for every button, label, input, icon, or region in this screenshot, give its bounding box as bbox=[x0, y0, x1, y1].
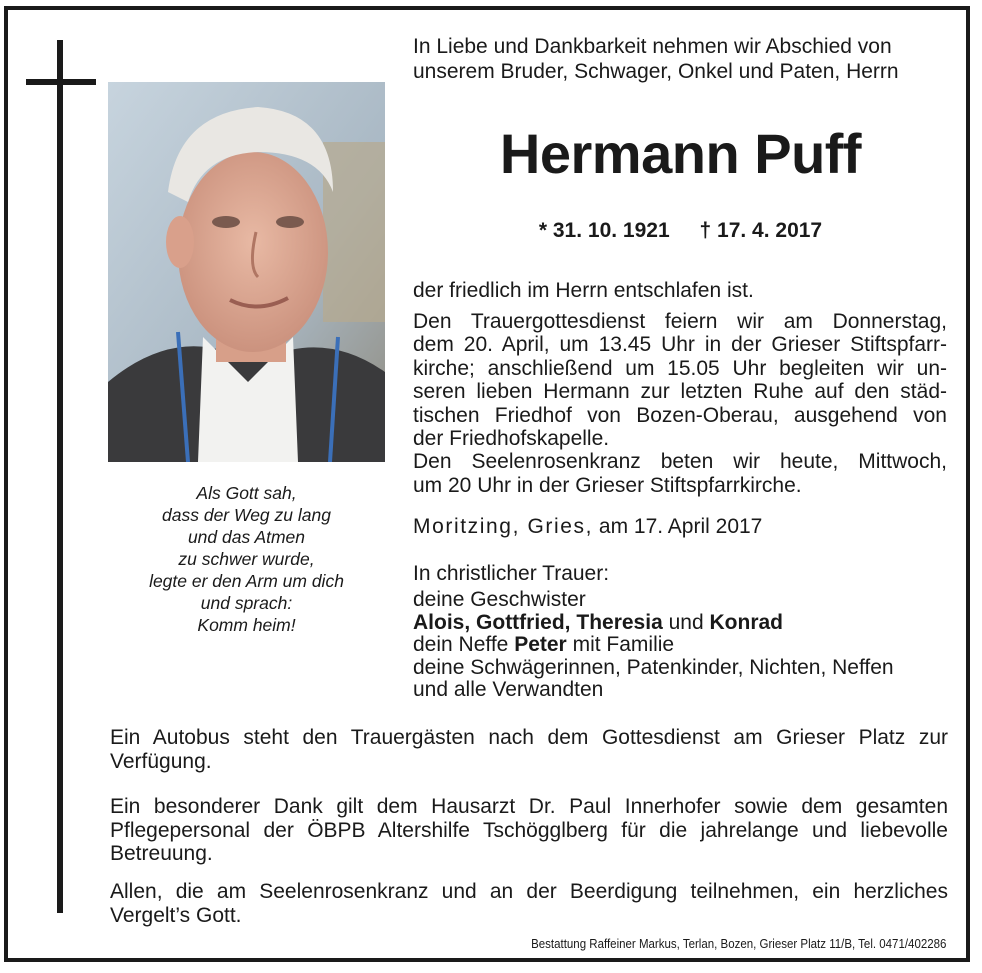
family-list bbox=[413, 589, 953, 702]
poem-line: und sprach: bbox=[200, 593, 293, 613]
service-line: seren lieben Hermann zur letzten Ruhe auf den städ- bbox=[413, 380, 947, 404]
poem-line: Komm heim! bbox=[197, 615, 296, 635]
poem-line: dass der Weg zu lang bbox=[162, 505, 331, 525]
nephew-prefix: dein Neffe bbox=[413, 633, 509, 657]
life-dates bbox=[413, 217, 948, 245]
bus-notice-line: Verfügung. bbox=[110, 749, 212, 773]
thanks-notice-line: Betreuung. bbox=[110, 842, 213, 866]
death-date: † 17. 4. 2017 bbox=[699, 219, 823, 242]
poem-line: und das Atmen bbox=[187, 527, 306, 547]
conjunction: und bbox=[668, 610, 704, 634]
nephew-suffix: mit Familie bbox=[572, 633, 675, 657]
thanks-notice bbox=[110, 795, 948, 866]
closing-notice-line: Allen, die am Seelenrosenkranz und an der Beerdigung teilnehmen, ein herzliches bbox=[110, 880, 948, 903]
sibling-name: Gottfried, bbox=[476, 610, 571, 634]
service-line: Den Seelenrosenkranz beten wir heute, Mittwoch, bbox=[413, 450, 947, 474]
sibling-name: Konrad bbox=[709, 610, 783, 634]
nephew-line bbox=[413, 634, 953, 657]
thanks-notice-line: Pflegepersonal der ÖBPB Altershilfe Tschögglberg für die jahrelange und liebevolle bbox=[110, 818, 948, 842]
inlaws-line: deine Schwägerinnen, Patenkinder, Nichten, Neffen bbox=[413, 655, 894, 679]
service-announcement bbox=[413, 310, 947, 497]
service-line: der Friedhofskapelle. bbox=[413, 427, 610, 451]
intro-text bbox=[413, 34, 953, 84]
birth-date: * 31. 10. 1921 bbox=[538, 219, 670, 242]
place-location: Moritzing, Gries, bbox=[413, 515, 594, 538]
service-line: tischen Friedhof von Bozen-Oberau, ausgehend von bbox=[413, 403, 947, 427]
place-date-text: am 17. April 2017 bbox=[598, 515, 763, 538]
poem-line: Als Gott sah, bbox=[196, 483, 297, 503]
intro-line: In Liebe und Dankbarkeit nehmen wir Abschied von bbox=[413, 35, 892, 58]
thanks-notice-line: Ein besonderer Dank gilt dem Hausarzt Dr. Paul Innerhofer sowie dem gesamten bbox=[110, 795, 948, 818]
service-line: dem 20. April, um 13.45 Uhr in der Grieser Stiftspfarr- bbox=[413, 333, 947, 357]
death-line: der friedlich im Herrn entschlafen ist. bbox=[413, 279, 754, 302]
poem-line: zu schwer wurde, bbox=[178, 549, 315, 569]
undertaker-footer: Bestattung Raffeiner Markus, Terlan, Bozen, Grieser Platz 11/B, Tel. 0471/402286 bbox=[530, 937, 946, 951]
mourning-intro: In christlicher Trauer: bbox=[413, 562, 610, 585]
poem-line: legte er den Arm um dich bbox=[149, 571, 344, 591]
place-date bbox=[413, 514, 762, 539]
siblings-label: deine Geschwister bbox=[413, 588, 586, 611]
closing-notice-line: Vergelt’s Gott. bbox=[110, 903, 242, 927]
siblings-names bbox=[413, 612, 953, 635]
bus-notice bbox=[110, 726, 948, 773]
bus-notice-line: Ein Autobus steht den Trauergästen nach dem Gottesdienst am Grieser Platz zur bbox=[110, 726, 948, 749]
relatives-line: und alle Verwandten bbox=[413, 678, 604, 702]
deceased-name: Hermann Puff bbox=[499, 122, 862, 185]
service-line: kirche; anschließend um 15.05 Uhr begleiten wir un- bbox=[413, 356, 947, 380]
portrait-photo bbox=[108, 82, 385, 462]
poem bbox=[108, 482, 385, 636]
intro-line: unserem Bruder, Schwager, Onkel und Paten, Herrn bbox=[413, 60, 899, 83]
cross-icon-bar bbox=[26, 79, 96, 85]
closing-notice bbox=[110, 880, 948, 927]
nephew-name: Peter bbox=[514, 633, 567, 657]
sibling-name: Alois, bbox=[413, 610, 471, 634]
sibling-name: Theresia bbox=[576, 610, 663, 634]
cross-icon bbox=[57, 40, 63, 913]
service-line: Den Trauergottesdienst feiern wir am Donnerstag, bbox=[413, 310, 947, 333]
service-line: um 20 Uhr in der Grieser Stiftspfarrkirche. bbox=[413, 473, 802, 497]
